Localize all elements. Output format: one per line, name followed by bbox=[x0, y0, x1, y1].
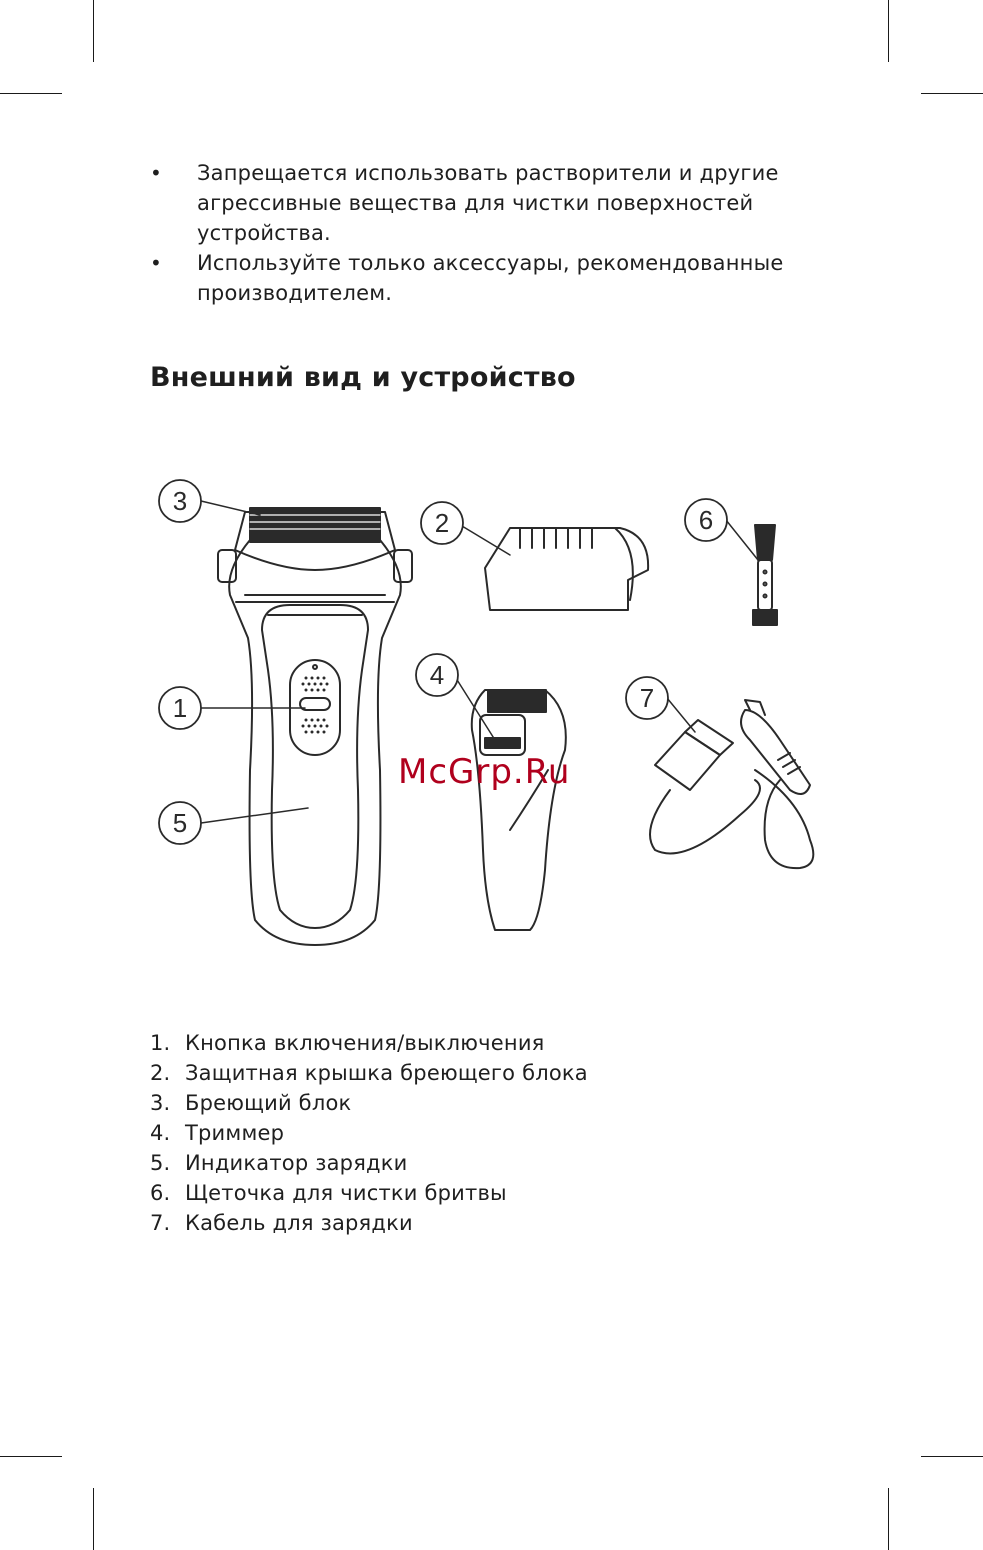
parts-list-item: 5. Индикатор зарядки bbox=[150, 1151, 408, 1175]
parts-list-item: 4. Триммер bbox=[150, 1121, 285, 1145]
warning-item: • Используйте только аксессуары, рекомендованные производителем. bbox=[150, 248, 850, 308]
cleaning-brush bbox=[753, 525, 777, 625]
crop-mark bbox=[93, 1488, 94, 1550]
callout-number: 2 bbox=[434, 508, 450, 538]
parts-list-item: 7. Кабель для зарядки bbox=[150, 1211, 413, 1235]
callout-number: 7 bbox=[639, 683, 655, 713]
parts-list-item: 3. Бреющий блок bbox=[150, 1091, 352, 1115]
callout-number: 1 bbox=[172, 693, 188, 723]
callout-number: 5 bbox=[172, 808, 188, 838]
callout-number: 6 bbox=[698, 505, 714, 535]
charging-cable bbox=[650, 700, 813, 868]
crop-mark bbox=[0, 93, 62, 94]
parts-list-item: 2. Защитная крышка бреющего блока bbox=[150, 1061, 588, 1085]
parts-list-item: 1. Кнопка включения/выключения bbox=[150, 1031, 545, 1055]
section-heading: Внешний вид и устройство bbox=[150, 362, 576, 393]
protective-cover bbox=[485, 528, 648, 610]
shaver-body bbox=[229, 540, 401, 945]
callout-number: 4 bbox=[429, 660, 445, 690]
device-diagram bbox=[150, 470, 840, 960]
warning-list bbox=[150, 158, 850, 308]
parts-list-item: 6. Щеточка для чистки бритвы bbox=[150, 1181, 507, 1205]
crop-mark bbox=[921, 1456, 983, 1457]
crop-mark bbox=[888, 1488, 889, 1550]
callout-number: 3 bbox=[172, 486, 188, 516]
crop-mark bbox=[888, 0, 889, 62]
crop-mark bbox=[921, 93, 983, 94]
bullet-icon: • bbox=[150, 161, 162, 185]
crop-mark bbox=[93, 0, 94, 62]
parts-list bbox=[150, 1028, 588, 1238]
crop-mark bbox=[0, 1456, 62, 1457]
watermark: McGrp.Ru bbox=[398, 752, 571, 792]
bullet-icon: • bbox=[150, 251, 162, 275]
warning-item: • Запрещается использовать растворители и другие агрессивные вещества для чистки поверхностей устройства. bbox=[150, 158, 850, 248]
